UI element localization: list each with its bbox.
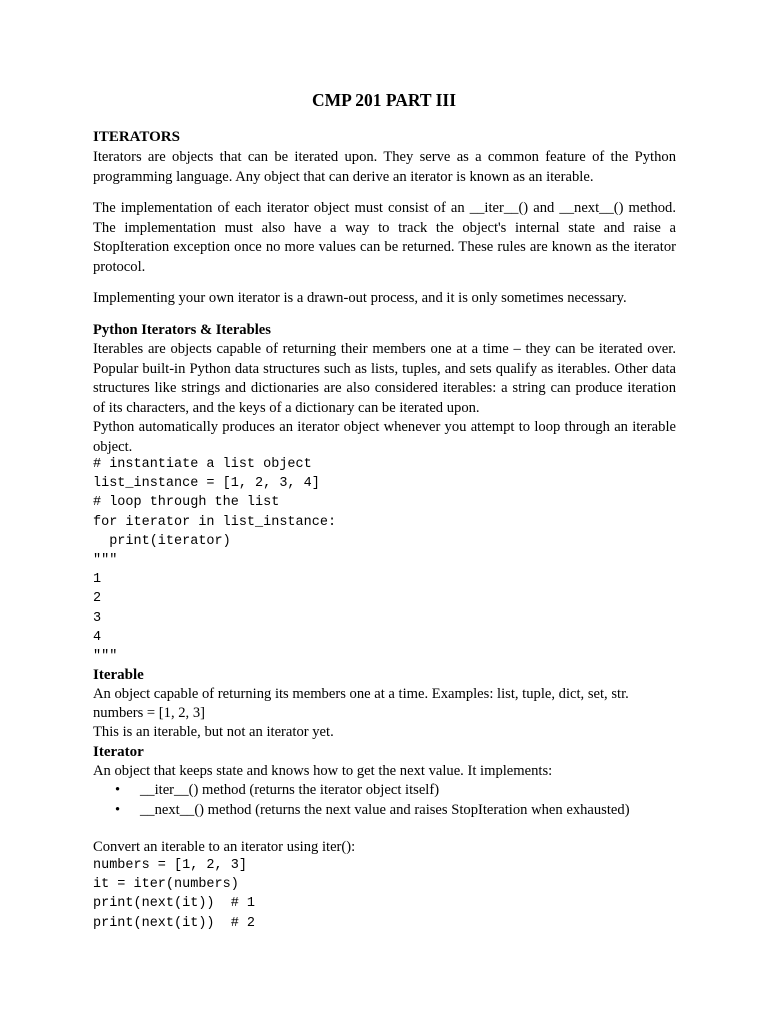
convert-line: Convert an iterable to an iterator using iter(): [93,839,356,855]
iterators-intro-paragraph: Iterators are objects that can be iterated upon. They serve as a common feature of the Python programming language. Any object that can derive an iterator is known as an iterable. [93,149,676,185]
own-iterator-paragraph: Implementing your own iterator is a drawn-out process, and it is only sometimes necessary. [93,290,627,306]
code-block-loop: # instantiate a list object list_instance = [1, 2, 3, 4] # loop through the list for iterator in list_instance: print(iterator) """ 1 2 3 4 """ [93,457,337,665]
list-item-text: __next__() method (returns the next value and raises StopIteration when exhausted) [140,802,630,818]
iterable-note: This is an iterable, but not an iterator yet. [93,724,334,740]
bullet-dot-icon: • [115,782,121,798]
auto-iterator-paragraph: Python automatically produces an iterator object whenever you attempt to loop through an iterable object. [93,419,676,455]
list-item-text: __iter__() method (returns the iterator object itself) [140,782,440,798]
implementation-paragraph: The implementation of each iterator object must consist of an __iter__() and __next__() method. The implementation must also have a way to track the object's internal state and raise a StopIteration exception once no more values can be returned. These rules are known as the iterator protocol. [93,200,676,275]
page-title: CMP 201 PART III [311,90,457,110]
iterable-heading: Iterable [93,667,144,683]
iterator-definition: An object that keeps state and knows how to get the next value. It implements: [93,763,553,779]
iterable-definition: An object capable of returning its members one at a time. Examples: list, tuple, dict, set, str. [93,686,629,702]
code-block-iter: numbers = [1, 2, 3] it = iter(numbers) print(next(it)) # 1 print(next(it)) # 2 [93,858,256,931]
bullet-dot-icon: • [115,802,121,818]
iterables-paragraph: Iterables are objects capable of returning their members one at a time – they can be iterated over. Popular built-in Python data structures such as lists, tuples, and sets qualify as iterables. Other data structures like strings and dictionaries are also considered iterables: a string can produce iteration of its characters, and the keys of a dictionary can be iterated upon. [93,341,676,416]
iterable-example: numbers = [1, 2, 3] [93,705,205,721]
iterator-heading: Iterator [93,744,144,760]
iterables-heading: Python Iterators & Iterables [93,322,271,338]
iterators-heading: ITERATORS [93,129,180,145]
